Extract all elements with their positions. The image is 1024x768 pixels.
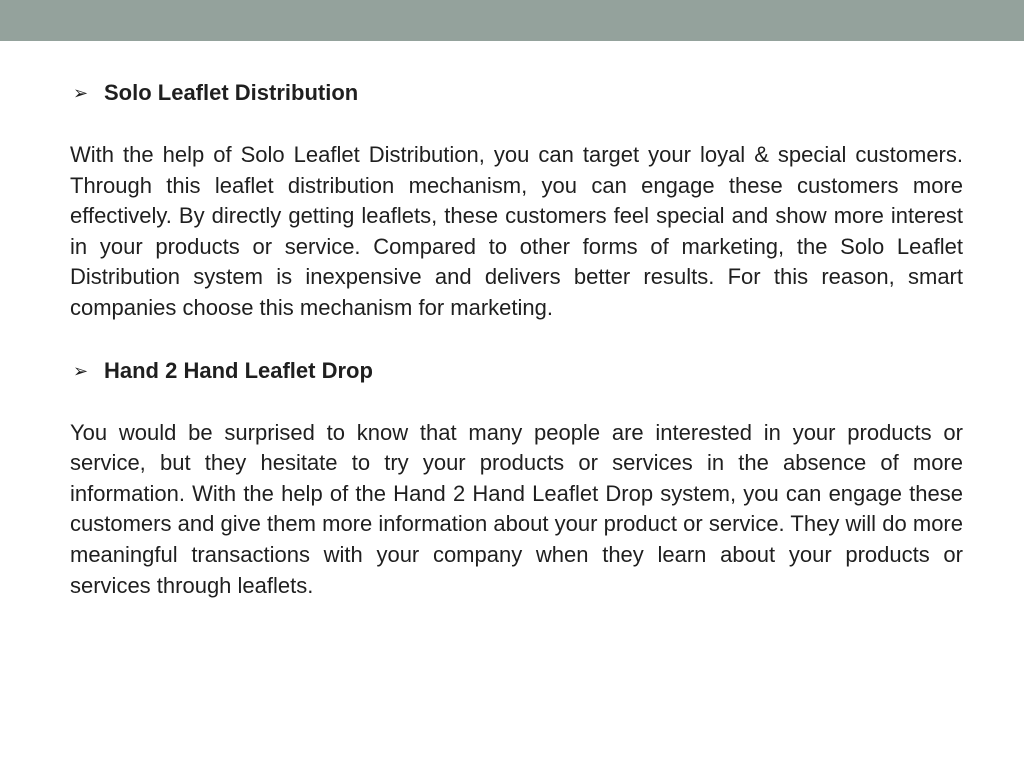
top-header-bar [0, 0, 1024, 41]
section-heading-hand2hand [70, 354, 963, 388]
section-body-solo: With the help of Solo Leaflet Distribution, you can target your loyal & special customers. Through this leaflet distribution mechanism, you can engage these customers more effectively. By directly getting leaflets, these customers feel special and show more interest in your products or service. Compared to other forms of marketing, the Solo Leaflet Distribution system is inexpensive and delivers better results. For this reason, smart companies choose this mechanism for marketing. [70, 142, 963, 320]
section-heading-solo [70, 76, 963, 110]
section-heading-solo-text: Solo Leaflet Distribution [104, 80, 359, 105]
arrowhead-bullet-icon: ➢ [73, 83, 89, 103]
slide-content [70, 76, 963, 601]
section-heading-hand2hand-text: Hand 2 Hand Leaflet Drop [104, 357, 373, 383]
section-body-hand2hand: You would be surprised to know that many people are interested in your products or service, but they hesitate to try your products or services in the absence of more information. With the help of the Hand 2 Hand Leaflet Drop system, you can engage these customers and give them more information about your product or service. They will do more meaningful transactions with your company when they learn about your products or services through leaflets. [70, 419, 963, 598]
arrowhead-bullet-icon: ➢ [73, 360, 89, 381]
